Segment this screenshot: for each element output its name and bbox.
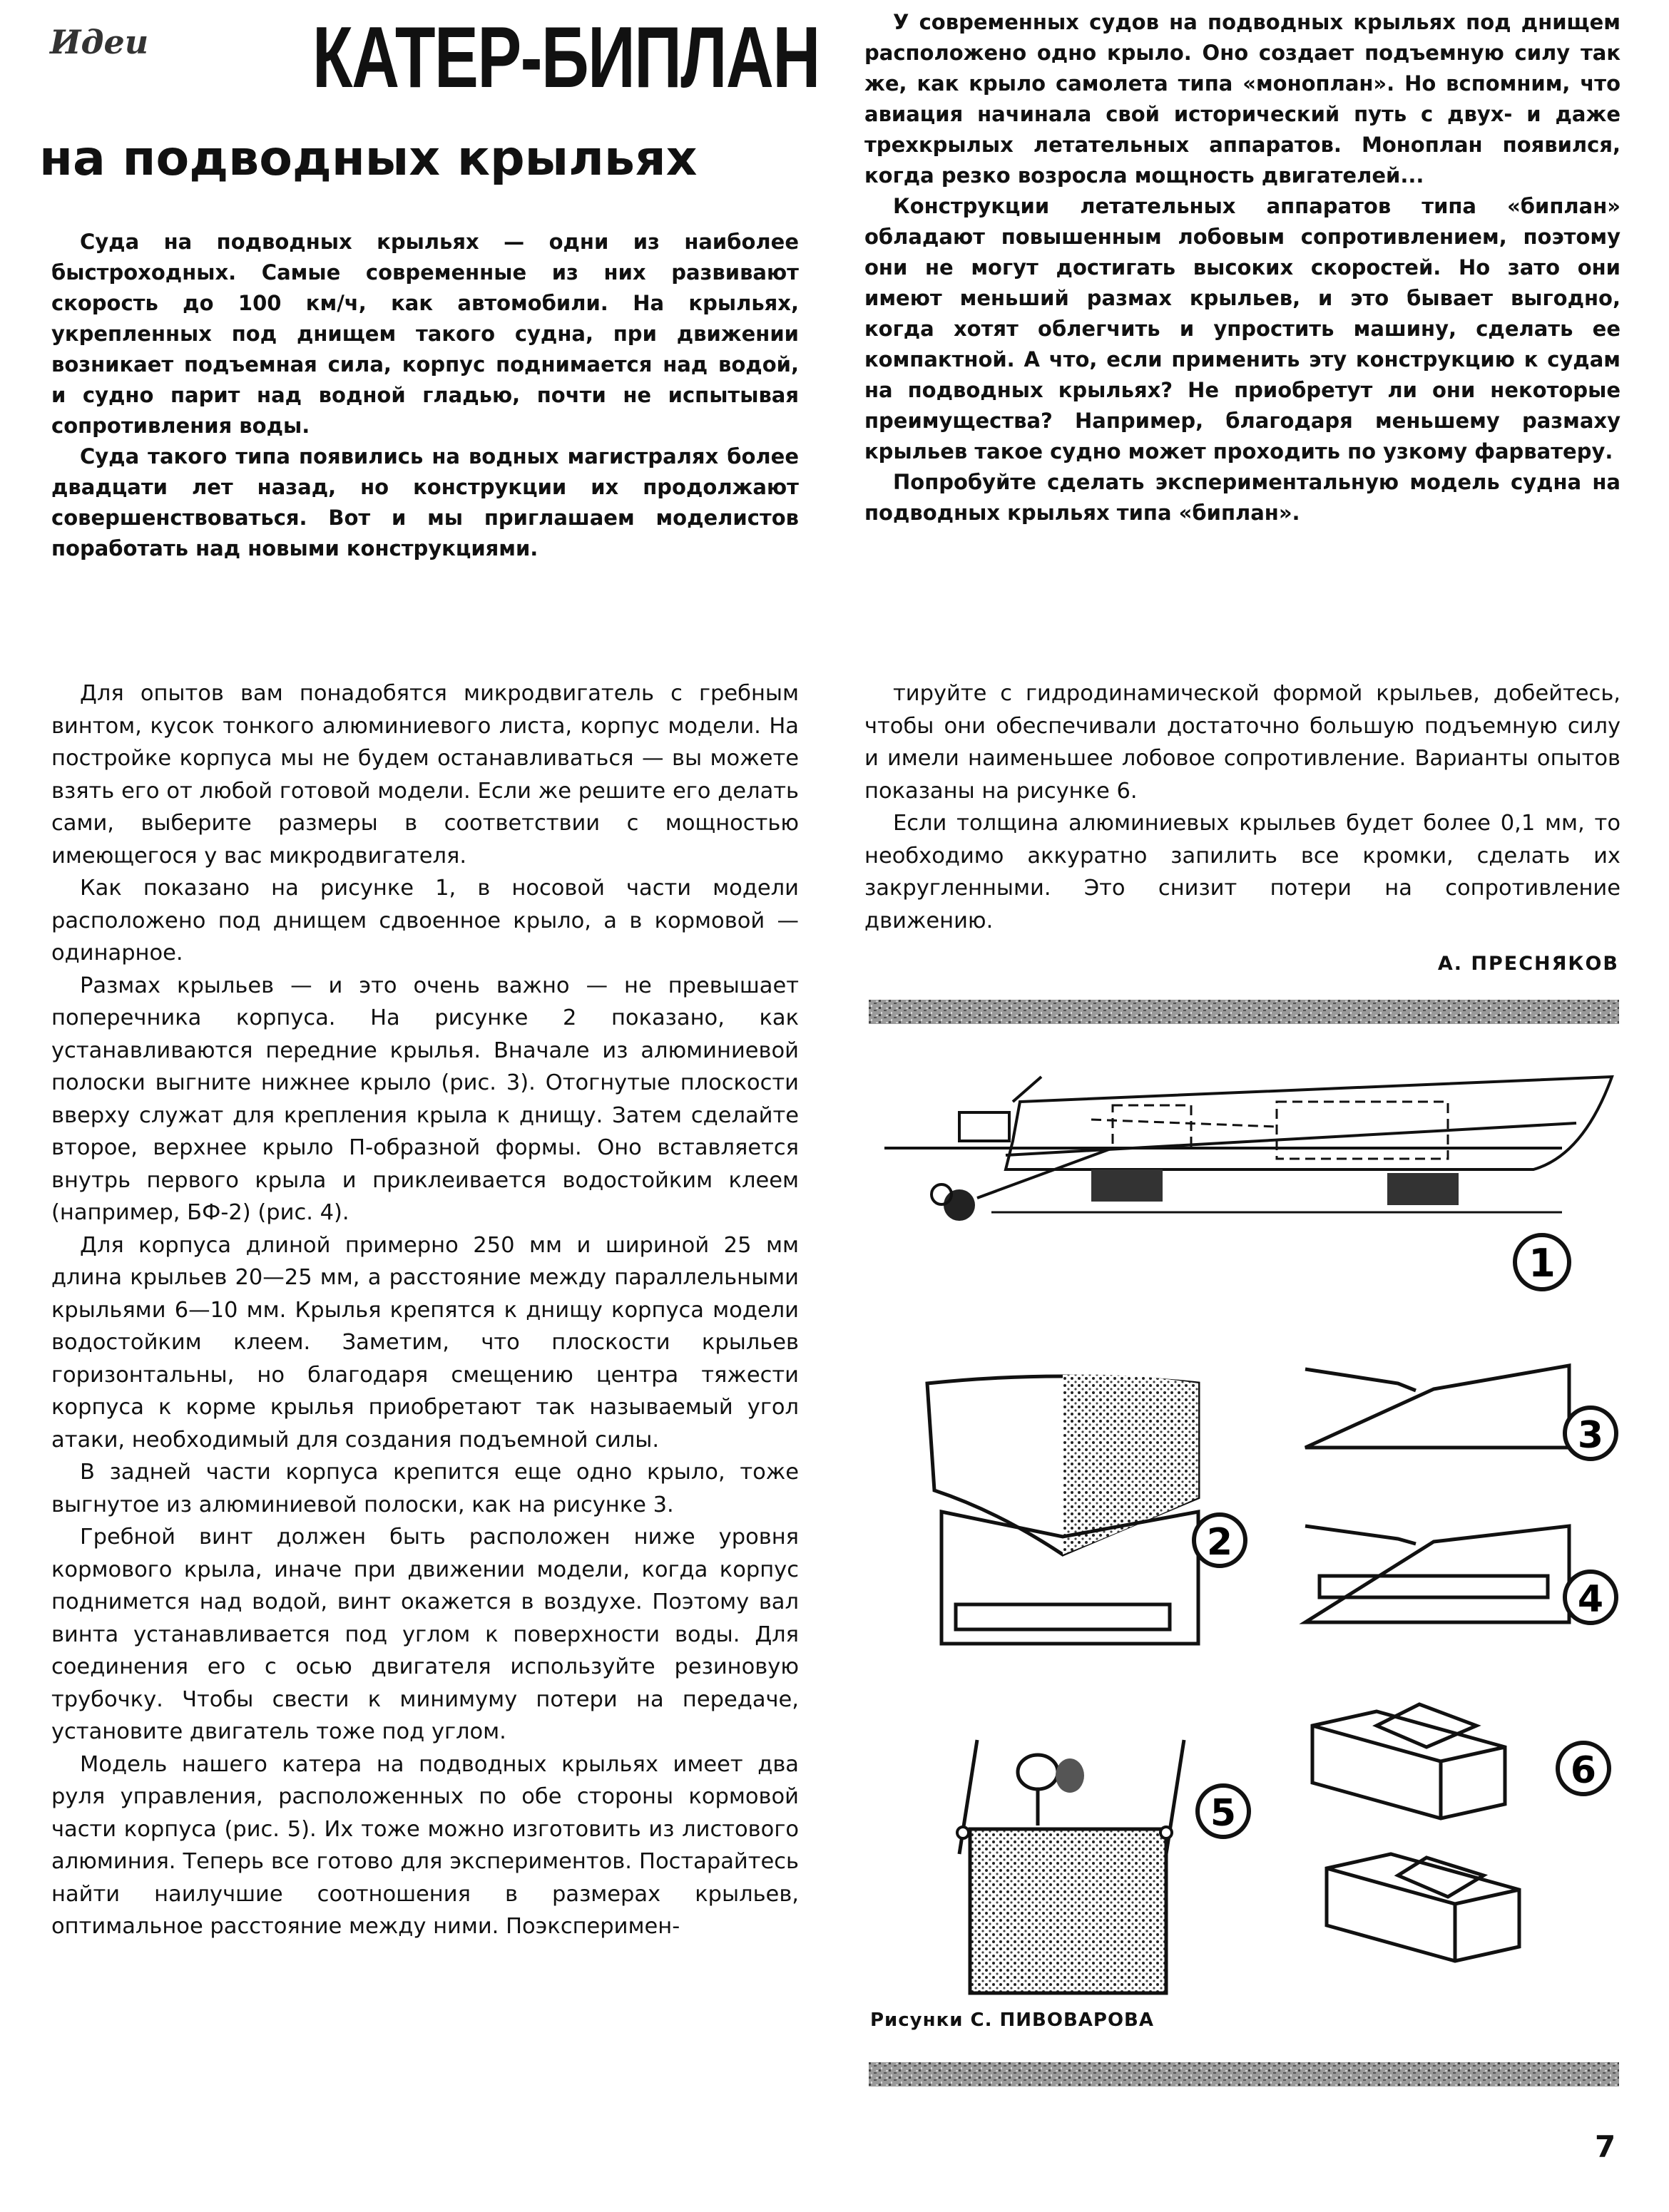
figure-6-wing-variants: [1298, 1697, 1626, 2004]
right-hinge: [1160, 1827, 1172, 1838]
body-paragraph: Размах крыльев — и это очень важно — не превышает поперечника корпуса. На рисунке 2 показано, как устанавливаются передние крылья. Вначале из алюминиевой полоски выгните нижнее крыло (рис. 3). Отогнутые плоскости вверху служат для крепления крыла к днищу. Затем сделайте второе, верхнее крыло П-образной формы. Оно вставляется внутрь первого крыла и приклеивается водостойким клеем (например, БФ-2) (рис. 4).: [51, 973, 799, 1225]
front-wing: [1091, 1169, 1163, 1202]
figure-1-label: 1: [1528, 1241, 1556, 1286]
upper-wing: [956, 1604, 1170, 1629]
propeller-blade: [1056, 1758, 1084, 1793]
body-paragraph: Для корпуса длиной примерно 250 мм и шириной 25 мм длина крыльев 20—25 мм, а расстояние между параллельными крыльями 6—10 мм. Крылья крепятся к днищу корпуса модели водостойким клеем. Заметим, что плоскости крыльев горизонтальны, но благодаря смещению центра тяжести корпуса к корме крылья приобретают так называемый угол атаки, необходимый для создания подъемной силы.: [51, 1232, 799, 1453]
variant-box-bottom: [1327, 1854, 1519, 1961]
hull-keel-line: [1006, 1123, 1576, 1155]
lead-paragraph: Конструкции летательных аппаратов типа «биплан» обладают повышенным лобовым сопротивлением, поэтому они не могут достигать высоких скоростей. Но зато они имеют меньший размах крыльев, и это бывает выгодно, когда хотят облегчить и упростить машину, сделать ее компактной. А что, если применить эту конструкцию к судам на подводных крыльях? Не приобретут ли они некоторые преимущества? Например, благодаря меньшему размаху крыльев такое судно может проходить по узкому фарватеру.: [864, 194, 1620, 464]
body-right-column: [864, 677, 1620, 937]
motor-outline: [1113, 1105, 1191, 1148]
illustration-credits: Рисунки С. ПИВОВАРОВА: [870, 2009, 1154, 2031]
bow-mast: [1013, 1077, 1041, 1102]
figure-2-label: 2: [1206, 1521, 1233, 1564]
figure-5-label: 5: [1210, 1792, 1237, 1835]
section-tag: Идеи: [50, 23, 149, 61]
lead-paragraph: У современных судов на подводных крыльях под днищем расположено одно крыло. Оно создает подъемную силу так же, как крыло самолета типа «моноплан». Но вспомним, что авиация начинала свой исторический путь с двух- и даже трехкрылых летательных аппаратов. Моноплан появился, когда резко возросла мощность двигателей...: [864, 10, 1620, 188]
figure-2-front-wing: [913, 1369, 1248, 1654]
figure-4-assembled-wing: [1291, 1505, 1626, 1647]
body-paragraph: В задней части корпуса крепится еще одно крыло, тоже выгнутое из алюминиевой полоски, как на рисунке 3.: [51, 1460, 799, 1517]
lead-right-column: [864, 7, 1620, 528]
stern-body: [970, 1829, 1166, 1993]
author-signature: А. ПРЕСНЯКОВ: [1437, 953, 1619, 975]
lead-left-column: [51, 227, 799, 564]
body-paragraph: тируйте с гидродинамической формой крыльев, добейтесь, чтобы они обеспечивали достаточно большую подъемную силу и имели наименьшее лобовое сопротивление. Варианты опытов показаны на рисунке 6.: [864, 681, 1620, 804]
figure-5-stern-rudders: [920, 1726, 1262, 1997]
left-hinge: [957, 1827, 969, 1838]
article-subtitle: на подводных крыльях: [39, 130, 698, 187]
battery-outline: [1277, 1102, 1448, 1159]
body-paragraph: Гребной винт должен быть расположен ниже уровня кормового крыла, иначе при движении модели, когда корпус поднимется над водой, винт окажется в воздухе. Поэтому вал винта устанавливается под углом к поверхности воды. Для соединения его с осью двигателя используйте резиновую трубочку. Чтобы свести к минимуму потери на передаче, установите двигатель тоже под углом.: [51, 1525, 799, 1744]
figure-6-label: 6: [1570, 1749, 1597, 1792]
lead-paragraph: Суда на подводных крыльях — одни из наиболее быстроходных. Самые современные из них развивают скорость до 100 км/ч, как автомобили. На крыльях, укрепленных под днищем такого судна, при движении возникает подъемная сила, корпус поднимается над водой, и судно парит над водной гладью, почти не испытывая сопротивления воды.: [51, 230, 799, 438]
figure-3-label: 3: [1577, 1414, 1604, 1457]
hull-outline: [1006, 1077, 1612, 1169]
rear-wing: [1387, 1173, 1459, 1205]
figure-4-label: 4: [1577, 1578, 1604, 1621]
figure-3-lower-wing: [1291, 1355, 1626, 1497]
rudder: [959, 1112, 1009, 1141]
body-paragraph: Модель нашего катера на подводных крыльях имеет два руля управления, расположенных по обе стороны кормовой части корпуса (рис. 5). Их тоже можно изготовить из листового алюминия. Теперь все готово для экспериментов. Постарайтесь найти наилучшие соотношения в размерах крыльев, оптимальное расстояние между ними. Поэксперимен-: [51, 1751, 799, 1939]
body-left-column: [51, 677, 799, 1943]
article-title: КАТЕР-БИПЛАН: [312, 9, 820, 106]
body-paragraph: Как показано на рисунке 1, в носовой части модели расположено под днищем сдвоенное крыло, а в кормовой — одинарное.: [51, 876, 799, 966]
figure-1-boat-side-view: [877, 1034, 1619, 1319]
propeller-hub: [1018, 1755, 1058, 1789]
decorative-band-top: [869, 1000, 1619, 1024]
lead-paragraph: Попробуйте сделать экспериментальную модель судна на подводных крыльях типа «биплан».: [864, 470, 1620, 525]
lower-wing-outline: [1305, 1366, 1569, 1448]
body-paragraph: Для опытов вам понадобятся микродвигатель с гребным винтом, кусок тонкого алюминиевого листа, корпус модели. На постройке корпуса мы не будем останавливаться — вы можете взять его от любой готовой модели. Если же решите его делать сами, выберите размеры в соответствии с мощностью имеющегося у вас микродвигателя.: [51, 681, 799, 869]
inner-wing: [1320, 1576, 1548, 1597]
body-paragraph: Если толщина алюминиевых крыльев будет более 0,1 мм, то необходимо аккуратно запилить все кромки, сделать их закругленными. Это снизит потери на сопротивление движению.: [864, 811, 1620, 933]
decorative-band-bottom: [869, 2062, 1619, 2086]
band-fill: [869, 1000, 1619, 1024]
shaft-outline: [1091, 1120, 1277, 1127]
band-fill: [869, 2062, 1619, 2086]
page-number: 7: [1595, 2129, 1616, 2164]
lead-paragraph: Суда такого типа появились на водных магистралях более двадцати лет назад, но конструкции их продолжают совершенствоваться. Вот и мы приглашаем моделистов поработать над новыми конструкциями.: [51, 444, 799, 560]
propeller: [944, 1189, 975, 1221]
